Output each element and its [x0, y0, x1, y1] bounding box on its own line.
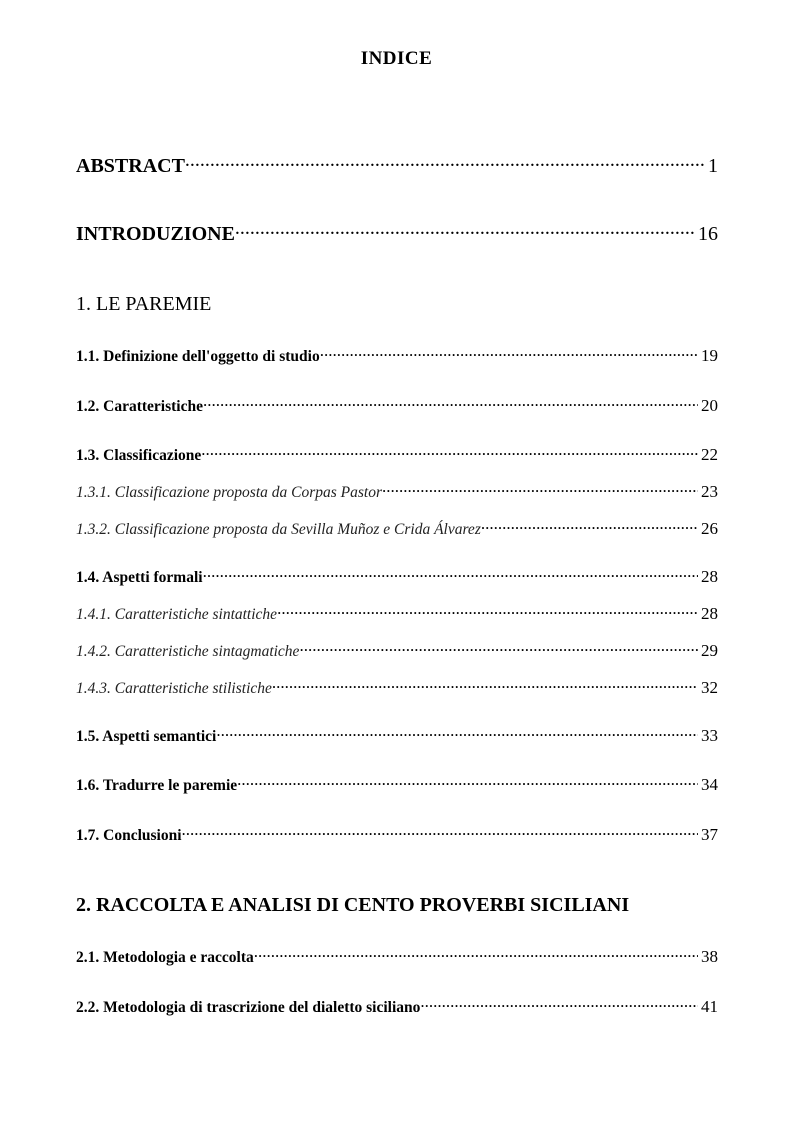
leader-dots [203, 563, 698, 582]
toc-label: 1.3.2. Classificazione proposta da Sevilla Muñoz e Crida Álvarez [76, 520, 481, 538]
toc-page: 1 [708, 155, 718, 177]
leader-dots [201, 441, 698, 460]
toc-label: 2.2. Metodologia di trascrizione del dialetto siciliano [76, 998, 421, 1016]
toc-label: 1.4.1. Caratteristiche sintattiche [76, 605, 278, 623]
toc-page: 28 [701, 603, 718, 623]
toc-label: 1.5. Aspetti semantici [76, 727, 217, 745]
toc-entry-abstract[interactable] [76, 150, 718, 178]
toc-page: 41 [701, 996, 718, 1016]
toc-label: 1.4.2. Caratteristiche sintagmatiche [76, 642, 300, 660]
toc-page: 28 [701, 566, 718, 586]
toc-entry-2-2[interactable] [76, 993, 718, 1017]
toc-label: 1.4. Aspetti formali [76, 568, 203, 586]
toc-label: 1.2. Caratteristiche [76, 397, 203, 415]
toc-entry-introduzione[interactable] [76, 218, 718, 246]
chapter-heading-1: 1. LE PAREMIE [76, 293, 212, 315]
toc-page: 23 [701, 481, 718, 501]
toc-entry-1-3-2[interactable] [76, 515, 718, 539]
toc-label: 1.3.1. Classificazione proposta da Corpas Pastor [76, 483, 383, 501]
leader-dots [481, 515, 698, 534]
toc-entry-1-2[interactable] [76, 392, 718, 416]
toc-page: 29 [701, 640, 718, 660]
toc-label: 2.1. Metodologia e raccolta [76, 948, 254, 966]
toc-page: 26 [701, 518, 718, 538]
toc-page: 22 [701, 444, 718, 464]
toc-entry-1-3[interactable] [76, 441, 718, 465]
leader-dots [320, 342, 698, 361]
toc-label: INTRODUZIONE [76, 223, 235, 245]
toc-page: 38 [701, 946, 718, 966]
toc-page: 19 [701, 345, 718, 365]
toc-entry-1-5[interactable] [76, 722, 718, 746]
leader-dots [235, 218, 695, 240]
toc-entry-2-1[interactable] [76, 943, 718, 967]
leader-dots [185, 150, 705, 172]
toc-label: 1.7. Conclusioni [76, 826, 182, 844]
leader-dots [299, 637, 698, 656]
toc-page: 34 [701, 774, 718, 794]
leader-dots [382, 478, 698, 497]
toc-entry-1-7[interactable] [76, 821, 718, 845]
leader-dots [182, 821, 698, 840]
toc-label: 1.6. Tradurre le paremie [76, 776, 238, 794]
toc-page: 16 [698, 223, 718, 245]
toc-label: 1.1. Definizione dell'oggetto di studio [76, 347, 320, 365]
toc-page: 32 [701, 677, 718, 697]
toc-page: 33 [701, 725, 718, 745]
chapter-heading-2: 2. RACCOLTA E ANALISI DI CENTO PROVERBI SICILIANI [76, 894, 630, 916]
toc-label: 1.3. Classificazione [76, 446, 202, 464]
leader-dots [216, 722, 698, 741]
toc-entry-1-4-2[interactable] [76, 637, 718, 661]
page-title: INDICE [360, 48, 433, 69]
leader-dots [203, 392, 698, 411]
toc-entry-1-4-3[interactable] [76, 674, 718, 698]
toc-entry-1-4[interactable] [76, 563, 718, 587]
toc-entry-1-6[interactable] [76, 771, 718, 795]
toc-label: ABSTRACT [76, 155, 185, 177]
toc-label: 1.4.3. Caratteristiche stilistiche [76, 679, 272, 697]
toc-page: 37 [701, 824, 718, 844]
toc-entry-1-1[interactable] [76, 342, 718, 366]
leader-dots [254, 943, 698, 962]
toc-entry-1-3-1[interactable] [76, 478, 718, 502]
leader-dots [272, 674, 698, 693]
leader-dots [237, 771, 698, 790]
leader-dots [420, 993, 698, 1012]
leader-dots [277, 600, 698, 619]
toc-entry-1-4-1[interactable] [76, 600, 718, 624]
toc-page: 20 [701, 395, 718, 415]
